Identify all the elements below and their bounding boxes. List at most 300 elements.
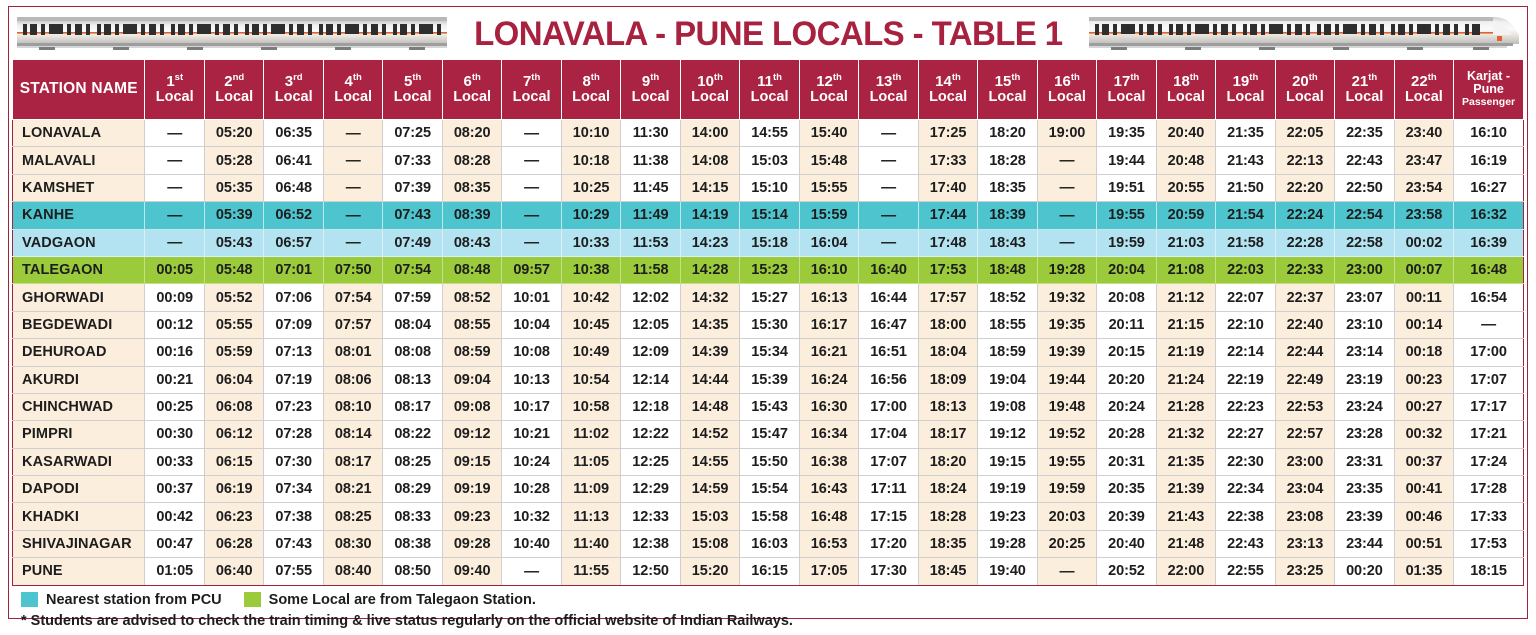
time-cell: 15:59 [799, 202, 858, 229]
time-cell: 22:20 [1275, 174, 1334, 201]
time-cell: 23:19 [1335, 366, 1394, 393]
table-header-row [13, 60, 1524, 120]
time-cell: 15:43 [740, 393, 799, 420]
time-cell: 17:00 [1454, 339, 1524, 366]
time-cell: 06:52 [264, 202, 323, 229]
column-header-local-label: Local [155, 88, 194, 105]
time-cell: 15:50 [740, 448, 799, 475]
column-header-ordinal: 11th [757, 71, 782, 90]
time-cell: 19:48 [1037, 393, 1096, 420]
column-header-local-label: Local [393, 88, 432, 105]
time-cell: 14:32 [680, 284, 739, 311]
time-cell: 00:20 [1335, 558, 1394, 585]
column-header-ordinal-suffix: th [1249, 71, 1259, 83]
time-cell: 16:44 [859, 284, 918, 311]
column-header-ordinal-suffix: th [531, 71, 541, 83]
time-cell: 16:53 [799, 530, 858, 557]
time-cell: 21:54 [1216, 202, 1275, 229]
time-cell: — [1454, 311, 1524, 338]
time-cell: 18:09 [918, 366, 977, 393]
time-cell: 15:47 [740, 421, 799, 448]
timetable-container [9, 59, 1527, 586]
station-name-cell: DAPODI [13, 476, 145, 503]
time-cell: 20:03 [1037, 503, 1096, 530]
table-row [13, 174, 1524, 201]
column-header-local-11 [740, 60, 799, 120]
time-cell: 05:48 [204, 256, 263, 283]
column-header-local-label: Local [1048, 88, 1086, 105]
time-cell: 00:07 [1394, 256, 1453, 283]
time-cell: 05:28 [204, 147, 263, 174]
time-cell: 21:35 [1156, 448, 1215, 475]
column-header-local-label: Local [750, 88, 789, 105]
time-cell: 08:13 [383, 366, 442, 393]
time-cell: 22:40 [1275, 311, 1334, 338]
time-cell: 00:16 [145, 339, 204, 366]
time-cell: 17:07 [859, 448, 918, 475]
title-bar [9, 7, 1527, 59]
time-cell: 07:43 [383, 202, 442, 229]
time-cell: 17:44 [918, 202, 977, 229]
time-cell: 08:10 [323, 393, 382, 420]
time-cell: 00:42 [145, 503, 204, 530]
column-header-ordinal-suffix: th [650, 71, 660, 83]
column-header-ordinal-suffix: th [1368, 71, 1378, 83]
time-cell: 22:00 [1156, 558, 1215, 585]
disclaimer-note: * Students are advised to check the train timing & live status regularly on the official website of Indian Railways. [21, 612, 793, 629]
time-cell: 18:35 [978, 174, 1037, 201]
time-cell: 07:50 [323, 256, 382, 283]
station-name-cell: LONAVALA [13, 120, 145, 147]
time-cell: 00:32 [1394, 421, 1453, 448]
time-cell: 08:21 [323, 476, 382, 503]
time-cell: 07:09 [264, 311, 323, 338]
time-cell: 08:55 [442, 311, 501, 338]
time-cell: 21:08 [1156, 256, 1215, 283]
time-cell: — [145, 174, 204, 201]
time-cell: 06:04 [204, 366, 263, 393]
time-cell: 22:35 [1335, 120, 1394, 147]
time-cell: 21:39 [1156, 476, 1215, 503]
time-cell: 12:09 [621, 339, 680, 366]
time-cell: 10:45 [561, 311, 620, 338]
time-cell: 16:03 [740, 530, 799, 557]
time-cell: 22:23 [1216, 393, 1275, 420]
time-cell: 11:55 [561, 558, 620, 585]
column-header-local-8 [561, 60, 620, 120]
time-cell: 08:14 [323, 421, 382, 448]
time-cell: 15:08 [680, 530, 739, 557]
time-cell: 17:15 [859, 503, 918, 530]
time-cell: 19:28 [1037, 256, 1096, 283]
column-header-local-label: Local [1404, 88, 1443, 105]
time-cell: 22:38 [1216, 503, 1275, 530]
time-cell: 16:19 [1454, 147, 1524, 174]
time-cell: 01:05 [145, 558, 204, 585]
column-header-local-4 [323, 60, 382, 120]
time-cell: 22:05 [1275, 120, 1334, 147]
time-cell: — [859, 147, 918, 174]
time-cell: 10:28 [502, 476, 561, 503]
time-cell: 18:20 [918, 448, 977, 475]
column-header-ordinal-suffix: th [1308, 71, 1318, 83]
time-cell: — [1037, 558, 1096, 585]
time-cell: 16:39 [1454, 229, 1524, 256]
time-cell: 07:34 [264, 476, 323, 503]
time-cell: 00:02 [1394, 229, 1453, 256]
time-cell: 19:23 [978, 503, 1037, 530]
column-header-local-label: Local [1167, 88, 1205, 105]
time-cell: 16:54 [1454, 284, 1524, 311]
time-cell: 22:58 [1335, 229, 1394, 256]
time-cell: 05:39 [204, 202, 263, 229]
station-name-cell: GHORWADI [13, 284, 145, 311]
time-cell: 07:55 [264, 558, 323, 585]
time-cell: 17:40 [918, 174, 977, 201]
column-header-local-9 [621, 60, 680, 120]
time-cell: 16:47 [859, 311, 918, 338]
time-cell: 23:54 [1394, 174, 1453, 201]
time-cell: 08:17 [383, 393, 442, 420]
time-cell: 08:39 [442, 202, 501, 229]
time-cell: 11:09 [561, 476, 620, 503]
table-row [13, 256, 1524, 283]
table-row [13, 120, 1524, 147]
time-cell: — [145, 202, 204, 229]
column-header-local-label: Local [1345, 88, 1384, 105]
time-cell: 19:44 [1097, 147, 1156, 174]
time-cell: 05:43 [204, 229, 263, 256]
time-cell: 16:21 [799, 339, 858, 366]
time-cell: 17:57 [918, 284, 977, 311]
table-row [13, 339, 1524, 366]
time-cell: 23:47 [1394, 147, 1453, 174]
column-header-ordinal: 1st [166, 71, 184, 90]
time-cell: 16:48 [1454, 256, 1524, 283]
time-cell: 16:27 [1454, 174, 1524, 201]
time-cell: — [1037, 174, 1096, 201]
time-cell: 16:43 [799, 476, 858, 503]
time-cell: 18:43 [978, 229, 1037, 256]
time-cell: 09:08 [442, 393, 501, 420]
time-cell: 08:28 [442, 147, 501, 174]
column-header-local-label: Local [572, 88, 611, 105]
time-cell: 22:03 [1216, 256, 1275, 283]
time-cell: 19:44 [1037, 366, 1096, 393]
column-header-local-7 [502, 60, 561, 120]
station-name-cell: SHIVAJINAGAR [13, 530, 145, 557]
time-cell: 23:28 [1335, 421, 1394, 448]
time-cell: 20:52 [1097, 558, 1156, 585]
time-cell: 16:48 [799, 503, 858, 530]
time-cell: 19:59 [1037, 476, 1096, 503]
station-name-cell: CHINCHWAD [13, 393, 145, 420]
column-header-local-3 [264, 60, 323, 120]
time-cell: 10:40 [502, 530, 561, 557]
column-header-local-17 [1097, 60, 1156, 120]
column-header-ordinal: 20th [1292, 71, 1318, 90]
time-cell: 17:04 [859, 421, 918, 448]
time-cell: 17:20 [859, 530, 918, 557]
time-cell: 23:31 [1335, 448, 1394, 475]
station-name-cell: VADGAON [13, 229, 145, 256]
time-cell: 23:35 [1335, 476, 1394, 503]
time-cell: 21:43 [1216, 147, 1275, 174]
time-cell: 22:37 [1275, 284, 1334, 311]
time-cell: 00:30 [145, 421, 204, 448]
column-header-local-22 [1394, 60, 1453, 120]
time-cell: 20:04 [1097, 256, 1156, 283]
time-cell: 06:41 [264, 147, 323, 174]
time-cell: 14:35 [680, 311, 739, 338]
column-header-ordinal: 16th [1054, 71, 1080, 90]
time-cell: 17:53 [918, 256, 977, 283]
time-cell: 14:23 [680, 229, 739, 256]
time-cell: 00:37 [145, 476, 204, 503]
legend-label-talegaon: Some Local are from Talegaon Station. [268, 591, 536, 608]
column-header-ordinal-suffix: th [471, 71, 481, 83]
column-header-local-12 [799, 60, 858, 120]
time-cell: 22:07 [1216, 284, 1275, 311]
time-cell: 16:38 [799, 448, 858, 475]
time-cell: 10:13 [502, 366, 561, 393]
time-cell: 16:10 [799, 256, 858, 283]
time-cell: 09:15 [442, 448, 501, 475]
time-cell: 10:18 [561, 147, 620, 174]
legend-label-nearest-station: Nearest station from PCU [46, 591, 222, 608]
time-cell: 18:00 [918, 311, 977, 338]
time-cell: 09:28 [442, 530, 501, 557]
time-cell: 19:55 [1037, 448, 1096, 475]
time-cell: 06:19 [204, 476, 263, 503]
time-cell: 05:55 [204, 311, 263, 338]
time-cell: 15:03 [740, 147, 799, 174]
time-cell: 16:56 [859, 366, 918, 393]
time-cell: 12:18 [621, 393, 680, 420]
time-cell: 00:11 [1394, 284, 1453, 311]
table-row [13, 448, 1524, 475]
time-cell: 00:09 [145, 284, 204, 311]
time-cell: 07:30 [264, 448, 323, 475]
column-header-ordinal-suffix: rd [293, 71, 303, 83]
time-cell: 21:48 [1156, 530, 1215, 557]
time-cell: 22:55 [1216, 558, 1275, 585]
time-cell: 14:39 [680, 339, 739, 366]
legend-footer [9, 586, 1527, 635]
time-cell: 18:28 [918, 503, 977, 530]
time-cell: — [502, 202, 561, 229]
time-cell: 18:04 [918, 339, 977, 366]
time-cell: 22:53 [1275, 393, 1334, 420]
column-header-ordinal-suffix: th [1011, 71, 1021, 83]
time-cell: 06:12 [204, 421, 263, 448]
column-header-ordinal: 22th [1411, 71, 1437, 90]
time-cell: 00:14 [1394, 311, 1453, 338]
time-cell: 14:19 [680, 202, 739, 229]
time-cell: 19:52 [1037, 421, 1096, 448]
time-cell: 00:41 [1394, 476, 1453, 503]
time-cell: 17:30 [859, 558, 918, 585]
time-cell: 20:59 [1156, 202, 1215, 229]
table-row [13, 530, 1524, 557]
time-cell: 09:57 [502, 256, 561, 283]
column-header-ordinal: 18th [1173, 71, 1199, 90]
column-header-ordinal-suffix: th [773, 71, 782, 83]
column-header-local-label: Local [334, 88, 373, 105]
time-cell: 09:19 [442, 476, 501, 503]
time-cell: 19:51 [1097, 174, 1156, 201]
time-cell: 00:12 [145, 311, 204, 338]
time-cell: 20:20 [1097, 366, 1156, 393]
time-cell: 10:29 [561, 202, 620, 229]
time-cell: 00:23 [1394, 366, 1453, 393]
time-cell: 20:24 [1097, 393, 1156, 420]
time-cell: 12:02 [621, 284, 680, 311]
station-name-cell: PIMPRI [13, 421, 145, 448]
time-cell: 00:37 [1394, 448, 1453, 475]
column-header-local-2 [204, 60, 263, 120]
time-cell: 05:20 [204, 120, 263, 147]
column-header-local-14 [918, 60, 977, 120]
column-header-karjat-line-2: Pune [1473, 82, 1504, 97]
column-header-local-label: Local [691, 88, 729, 105]
time-cell: 08:06 [323, 366, 382, 393]
column-header-local-19 [1216, 60, 1275, 120]
time-cell: — [859, 229, 918, 256]
time-cell: 18:45 [918, 558, 977, 585]
column-header-ordinal-suffix: th [951, 71, 961, 83]
column-header-local-20 [1275, 60, 1334, 120]
time-cell: 12:50 [621, 558, 680, 585]
table-body [13, 120, 1524, 586]
time-cell: 15:30 [740, 311, 799, 338]
time-cell: 16:40 [859, 256, 918, 283]
column-header-ordinal: 3rd [284, 71, 303, 90]
time-cell: — [323, 174, 382, 201]
time-cell: 20:35 [1097, 476, 1156, 503]
legend-swatch-green [244, 592, 261, 607]
time-cell: — [145, 120, 204, 147]
column-header-station: STATION NAME [13, 60, 145, 120]
time-cell: 11:13 [561, 503, 620, 530]
time-cell: 20:25 [1037, 530, 1096, 557]
time-cell: 16:32 [1454, 202, 1524, 229]
table-row [13, 393, 1524, 420]
column-header-ordinal: 15th [994, 71, 1021, 90]
time-cell: 23:14 [1335, 339, 1394, 366]
time-cell: 17:05 [799, 558, 858, 585]
column-header-ordinal-suffix: th [1070, 71, 1080, 83]
column-header-ordinal-suffix: th [590, 71, 600, 83]
time-cell: — [502, 174, 561, 201]
time-cell: 19:32 [1037, 284, 1096, 311]
column-header-ordinal: 14th [935, 71, 961, 90]
time-cell: 16:24 [799, 366, 858, 393]
time-cell: 21:35 [1216, 120, 1275, 147]
time-cell: 19:00 [1037, 120, 1096, 147]
column-header-local-label: Local [929, 88, 967, 105]
column-header-local-label: Local [274, 88, 313, 105]
time-cell: 08:22 [383, 421, 442, 448]
time-cell: 00:21 [145, 366, 204, 393]
column-header-ordinal: 9th [641, 71, 660, 90]
time-cell: 22:13 [1275, 147, 1334, 174]
time-cell: 22:44 [1275, 339, 1334, 366]
time-cell: 21:28 [1156, 393, 1215, 420]
time-cell: 07:39 [383, 174, 442, 201]
time-cell: 00:33 [145, 448, 204, 475]
table-row [13, 421, 1524, 448]
time-cell: 08:52 [442, 284, 501, 311]
column-header-local-1 [145, 60, 204, 120]
time-cell: 18:17 [918, 421, 977, 448]
time-cell: 16:17 [799, 311, 858, 338]
time-cell: 10:04 [502, 311, 561, 338]
time-cell: 22:24 [1275, 202, 1334, 229]
time-cell: 06:15 [204, 448, 263, 475]
table-row [13, 366, 1524, 393]
station-name-cell: KAMSHET [13, 174, 145, 201]
time-cell: 08:29 [383, 476, 442, 503]
time-cell: 12:25 [621, 448, 680, 475]
time-cell: 07:01 [264, 256, 323, 283]
poster-frame [8, 6, 1528, 629]
column-header-ordinal-suffix: th [1130, 71, 1140, 83]
column-header-local-15 [978, 60, 1037, 120]
time-cell: 18:39 [978, 202, 1037, 229]
time-cell: 07:38 [264, 503, 323, 530]
train-icon [1089, 14, 1519, 54]
time-cell: 12:38 [621, 530, 680, 557]
time-cell: 11:02 [561, 421, 620, 448]
page-title: LONAVALA - PUNE LOCALS - TABLE 1 [473, 14, 1063, 53]
column-header-ordinal: 5th [403, 71, 422, 90]
column-header-local-label: Local [988, 88, 1027, 105]
legend-row [21, 592, 1517, 608]
time-cell: 07:19 [264, 366, 323, 393]
time-cell: 22:43 [1216, 530, 1275, 557]
time-cell: — [145, 147, 204, 174]
time-cell: 15:54 [740, 476, 799, 503]
time-cell: 08:20 [442, 120, 501, 147]
time-cell: 05:59 [204, 339, 263, 366]
column-header-local-label: Local [631, 88, 670, 105]
time-cell: 15:40 [799, 120, 858, 147]
time-cell: 22:27 [1216, 421, 1275, 448]
column-header-ordinal: 13th [875, 71, 902, 90]
time-cell: 08:48 [442, 256, 501, 283]
column-header-ordinal: 19th [1232, 71, 1259, 90]
time-cell: 23:07 [1335, 284, 1394, 311]
time-cell: 20:11 [1097, 311, 1156, 338]
time-cell: 19:19 [978, 476, 1037, 503]
time-cell: — [502, 147, 561, 174]
time-cell: 19:12 [978, 421, 1037, 448]
time-cell: 18:52 [978, 284, 1037, 311]
time-cell: 07:25 [383, 120, 442, 147]
station-name-cell: TALEGAON [13, 256, 145, 283]
time-cell: 11:30 [621, 120, 680, 147]
time-cell: 10:01 [502, 284, 561, 311]
column-header-local-13 [859, 60, 918, 120]
table-row [13, 311, 1524, 338]
time-cell: 11:49 [621, 202, 680, 229]
time-cell: 19:35 [1097, 120, 1156, 147]
time-cell: 15:27 [740, 284, 799, 311]
time-cell: 19:04 [978, 366, 1037, 393]
time-cell: 18:55 [978, 311, 1037, 338]
time-cell: 23:44 [1335, 530, 1394, 557]
